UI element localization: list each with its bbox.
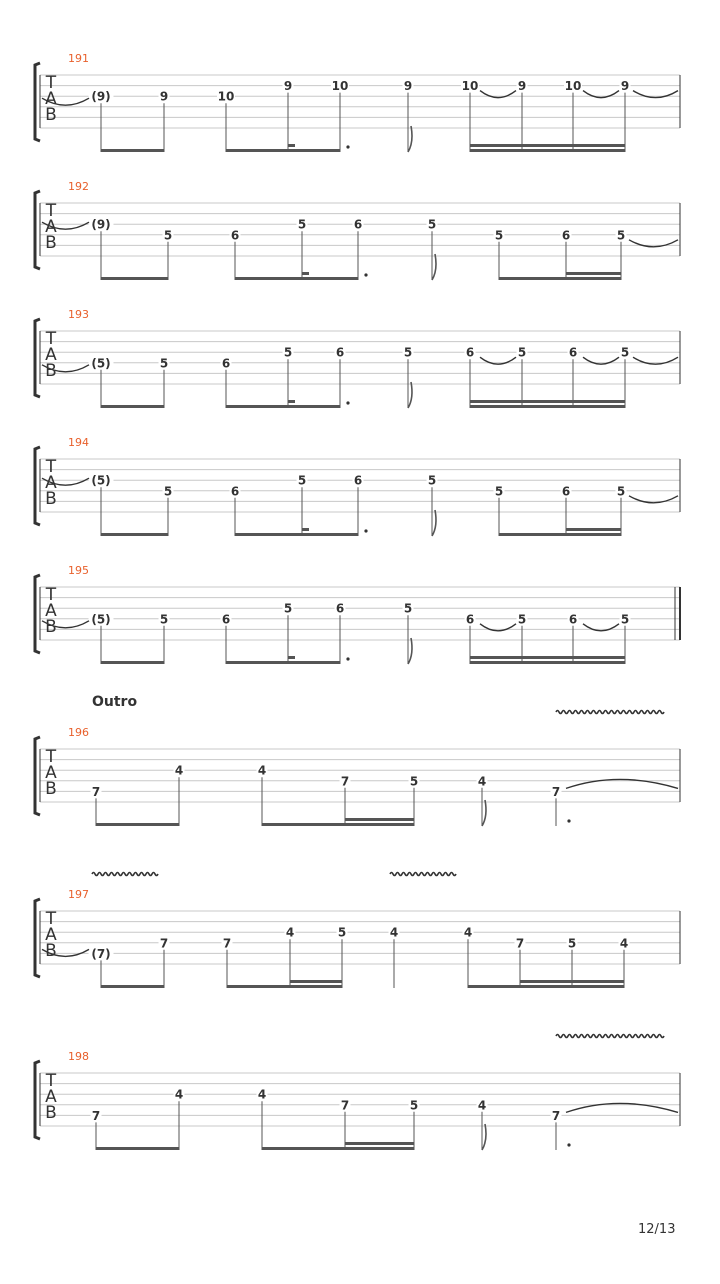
fret-number: 6 — [230, 228, 240, 243]
beam — [227, 985, 342, 988]
measure-number: 191 — [68, 52, 89, 65]
fret-number: 7 — [91, 1108, 101, 1123]
fret-number: 5 — [409, 774, 419, 789]
fret-number: 5 — [616, 228, 626, 243]
beam — [468, 985, 624, 988]
tab-clef-letter: A — [45, 925, 57, 945]
fret-number: (5) — [91, 612, 111, 627]
fret-number: 6 — [568, 612, 578, 627]
dot — [364, 529, 367, 532]
secondary-beam — [470, 400, 625, 403]
measure-number: 195 — [68, 564, 89, 577]
dot — [346, 657, 349, 660]
fret-number: 4 — [285, 925, 295, 940]
note-flag — [408, 382, 412, 408]
dot — [364, 273, 367, 276]
fret-number: 5 — [403, 601, 413, 616]
system-bracket — [35, 1061, 40, 1139]
vibrato-mark — [390, 873, 456, 876]
tab-clef-letter: A — [45, 1087, 57, 1107]
tab-clef-letter: A — [45, 763, 57, 783]
fret-number: 4 — [619, 936, 629, 951]
fret-number: 6 — [561, 484, 571, 499]
fret-number: 5 — [297, 217, 307, 232]
secondary-beam — [566, 272, 621, 275]
fret-number: 5 — [494, 484, 504, 499]
tab-clef-letter: T — [45, 1071, 57, 1091]
fret-number: 6 — [353, 473, 363, 488]
fret-number: 10 — [564, 79, 582, 94]
beam — [235, 277, 358, 280]
beam — [101, 149, 164, 152]
fret-number: 4 — [477, 774, 487, 789]
tab-clef-letter: B — [45, 361, 57, 381]
fret-number: 6 — [335, 601, 345, 616]
beam-stub — [288, 400, 295, 403]
fret-number: 7 — [159, 936, 169, 951]
beam — [499, 533, 621, 536]
fret-number: (5) — [91, 473, 111, 488]
tab-clef-letter: T — [45, 329, 57, 349]
fret-number: 5 — [427, 473, 437, 488]
fret-number: 4 — [463, 925, 473, 940]
secondary-beam — [470, 144, 625, 147]
fret-number: 10 — [217, 89, 235, 104]
fret-number: (9) — [91, 89, 111, 104]
beam — [96, 1147, 179, 1150]
measure-number: 197 — [68, 888, 89, 901]
fret-number: 9 — [403, 79, 413, 94]
fret-number: 9 — [517, 79, 527, 94]
beam — [226, 149, 340, 152]
tab-clef-letter: B — [45, 617, 57, 637]
vibrato-mark — [556, 711, 664, 714]
system-bracket — [35, 447, 40, 525]
fret-number: 5 — [337, 925, 347, 940]
beam — [101, 277, 168, 280]
measure-number: 192 — [68, 180, 89, 193]
beam — [101, 533, 168, 536]
fret-number: 9 — [159, 89, 169, 104]
secondary-beam — [345, 818, 414, 821]
fret-number: 7 — [551, 784, 561, 799]
beam-stub — [302, 272, 309, 275]
beam — [262, 823, 414, 826]
fret-number: 6 — [465, 345, 475, 360]
tab-clef-letter: B — [45, 233, 57, 253]
fret-number: 7 — [91, 784, 101, 799]
secondary-beam — [290, 980, 342, 983]
fret-number: 5 — [427, 217, 437, 232]
fret-number: 6 — [353, 217, 363, 232]
tab-clef-letter: B — [45, 779, 57, 799]
tab-clef-letter: A — [45, 345, 57, 365]
fret-number: (9) — [91, 217, 111, 232]
beam — [101, 405, 164, 408]
fret-number: 5 — [616, 484, 626, 499]
fret-number: 7 — [222, 936, 232, 951]
tab-clef-letter: T — [45, 201, 57, 221]
fret-number: 7 — [515, 936, 525, 951]
secondary-beam — [566, 528, 621, 531]
measure-number: 193 — [68, 308, 89, 321]
note-flag — [432, 510, 436, 536]
fret-number: 5 — [403, 345, 413, 360]
beam — [101, 661, 164, 664]
tab-clef-letter: T — [45, 909, 57, 929]
beam-stub — [302, 528, 309, 531]
fret-number: 6 — [221, 356, 231, 371]
fret-number: 6 — [568, 345, 578, 360]
fret-number: 10 — [461, 79, 479, 94]
fret-number: 7 — [340, 1098, 350, 1113]
system-bracket — [35, 191, 40, 269]
fret-number: (7) — [91, 946, 111, 961]
fret-number: 5 — [159, 356, 169, 371]
beam — [470, 405, 625, 408]
fret-number: 4 — [477, 1098, 487, 1113]
note-flag — [408, 126, 412, 152]
fret-number: 7 — [551, 1108, 561, 1123]
fret-number: 5 — [163, 228, 173, 243]
beam — [226, 661, 340, 664]
fret-number: 5 — [297, 473, 307, 488]
beam — [499, 277, 621, 280]
tab-clef-letter: B — [45, 105, 57, 125]
tab-clef-letter: T — [45, 457, 57, 477]
tab-clef-letter: A — [45, 89, 57, 109]
fret-number: 5 — [283, 345, 293, 360]
tab-clef-letter: T — [45, 585, 57, 605]
vibrato-mark — [92, 873, 158, 876]
fret-number: 4 — [257, 763, 267, 778]
note-flag — [482, 800, 486, 826]
fret-number: 5 — [517, 345, 527, 360]
tab-clef-letter: A — [45, 217, 57, 237]
fret-number: 4 — [257, 1087, 267, 1102]
system-bracket — [35, 899, 40, 977]
dot — [567, 1143, 570, 1146]
tab-clef-letter: B — [45, 1103, 57, 1123]
beam — [101, 985, 164, 988]
fret-number: 7 — [340, 774, 350, 789]
fret-number: 4 — [174, 763, 184, 778]
note-flag — [408, 638, 412, 664]
fret-number: 6 — [335, 345, 345, 360]
dot — [346, 145, 349, 148]
tab-clef-letter: T — [45, 73, 57, 93]
beam — [226, 405, 340, 408]
tab-clef-letter: B — [45, 489, 57, 509]
tab-clef-letter: A — [45, 473, 57, 493]
dot — [346, 401, 349, 404]
fret-number: 5 — [494, 228, 504, 243]
fret-number: 6 — [221, 612, 231, 627]
fret-number: 6 — [230, 484, 240, 499]
beam — [235, 533, 358, 536]
vibrato-mark — [556, 1035, 664, 1038]
beam-stub — [288, 144, 295, 147]
page-number: 12/13 — [638, 1222, 676, 1237]
fret-number: 4 — [389, 925, 399, 940]
system-bracket — [35, 63, 40, 141]
note-flag — [482, 1124, 486, 1150]
fret-number: (5) — [91, 356, 111, 371]
fret-number: 5 — [620, 612, 630, 627]
system-bracket — [35, 737, 40, 815]
tab-clef-letter: T — [45, 747, 57, 767]
fret-number: 5 — [567, 936, 577, 951]
system-bracket — [35, 319, 40, 397]
fret-number: 9 — [620, 79, 630, 94]
measure-number: 198 — [68, 1050, 89, 1063]
fret-number: 5 — [283, 601, 293, 616]
secondary-beam — [470, 656, 625, 659]
system-bracket — [35, 575, 40, 653]
beam — [262, 1147, 414, 1150]
fret-number: 6 — [561, 228, 571, 243]
beam — [96, 823, 179, 826]
secondary-beam — [520, 980, 624, 983]
dot — [567, 819, 570, 822]
note-flag — [432, 254, 436, 280]
secondary-beam — [345, 1142, 414, 1145]
measure-number: 196 — [68, 726, 89, 739]
fret-number: 5 — [517, 612, 527, 627]
tab-clef-letter: B — [45, 941, 57, 961]
beam — [470, 149, 625, 152]
fret-number: 5 — [159, 612, 169, 627]
fret-number: 6 — [465, 612, 475, 627]
beam-stub — [288, 656, 295, 659]
fret-number: 5 — [620, 345, 630, 360]
fret-number: 5 — [409, 1098, 419, 1113]
fret-number: 4 — [174, 1087, 184, 1102]
tab-clef-letter: A — [45, 601, 57, 621]
beam — [470, 661, 625, 664]
measure-number: 194 — [68, 436, 89, 449]
section-label: Outro — [92, 694, 138, 710]
fret-number: 9 — [283, 79, 293, 94]
fret-number: 5 — [163, 484, 173, 499]
fret-number: 10 — [331, 79, 349, 94]
